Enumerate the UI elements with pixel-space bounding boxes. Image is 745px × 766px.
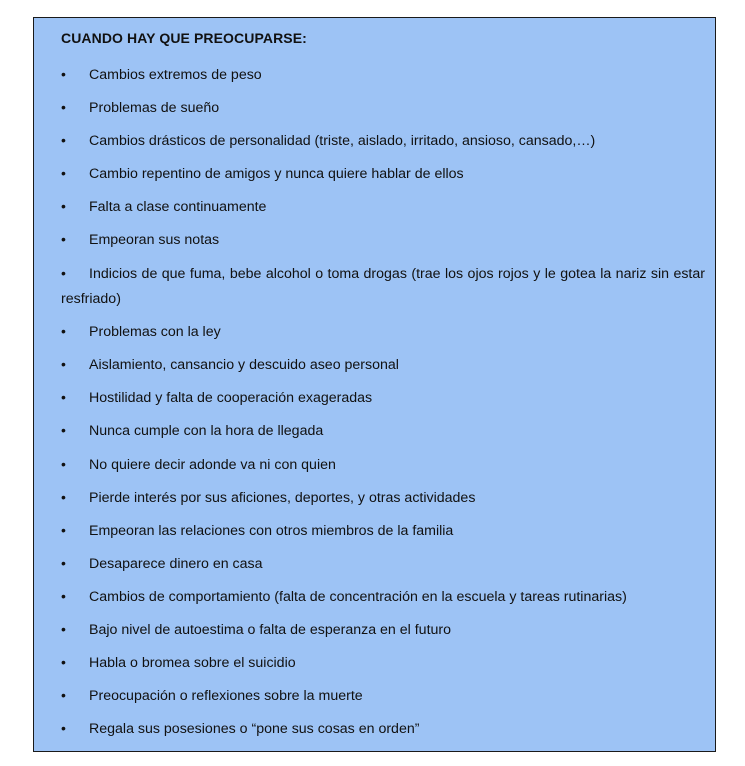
list-item-text: Problemas de sueño	[89, 100, 220, 117]
bullet-icon: •	[61, 654, 66, 671]
bullet-icon: •	[61, 455, 66, 472]
list-item	[61, 518, 705, 545]
list-item-text: Falta a clase continuamente	[89, 199, 267, 216]
list-item-text: Bajo nivel de autoestima o falta de esperanza en el futuro	[89, 622, 452, 638]
list-item-text: Hostilidad y falta de cooperación exageradas	[89, 390, 373, 407]
bullet-icon: •	[61, 99, 66, 116]
list-item	[61, 352, 705, 379]
list-item	[61, 261, 705, 313]
bullet-icon: •	[61, 323, 66, 340]
list-item-text: Habla o bromea sobre el suicidio	[89, 655, 296, 672]
list-item	[61, 716, 705, 743]
bullet-icon: •	[61, 231, 66, 248]
bullet-icon: •	[61, 66, 66, 82]
panel-title: CUANDO HAY QUE PREOCUPARSE:	[61, 30, 307, 46]
list-item-text: Cambios extremos de peso	[89, 67, 262, 83]
bullet-icon: •	[61, 521, 66, 538]
bullet-icon: •	[61, 198, 66, 215]
list-item-text: Indicios de que fuma, bebe alcohol o toma drogas (trae los ojos rojos y le gotea la nariz sin estar resfriado)	[61, 265, 705, 308]
list-item-text: Cambio repentino de amigos y nunca quiere hablar de ellos	[89, 166, 464, 183]
bullet-icon: •	[61, 720, 66, 737]
list-item-text: Empeoran las relaciones con otros miembros de la familia	[89, 522, 454, 539]
list-item-text: Regala sus posesiones o “pone sus cosas en orden”	[89, 721, 420, 738]
bullet-icon: •	[61, 356, 66, 373]
list-item	[61, 62, 705, 89]
list-item-text: Pierde interés por sus aficiones, deportes, y otras actividades	[89, 489, 476, 506]
list-item-text: Preocupación o reflexiones sobre la muerte	[89, 688, 363, 705]
bullet-icon: •	[61, 132, 66, 149]
list-item	[61, 485, 705, 512]
bullet-icon: •	[61, 687, 66, 704]
list-item	[61, 551, 705, 578]
bullet-icon: •	[61, 587, 66, 604]
list-item	[61, 194, 705, 221]
bullet-icon: •	[61, 264, 66, 281]
list-item-text: Problemas con la ley	[89, 324, 221, 341]
bullet-icon: •	[61, 422, 66, 439]
warning-signs-panel	[33, 17, 716, 752]
bullet-icon: •	[61, 165, 66, 182]
list-item	[61, 418, 705, 445]
list-item	[61, 128, 705, 155]
bullet-icon: •	[61, 554, 66, 571]
bullet-icon: •	[61, 488, 66, 505]
list-item	[61, 584, 705, 611]
list-item-text: No quiere decir adonde va ni con quien	[89, 456, 336, 473]
bullet-icon: •	[61, 389, 66, 406]
list-item-text: Nunca cumple con la hora de llegada	[89, 423, 324, 440]
list-item-text: Aislamiento, cansancio y descuido aseo personal	[89, 357, 399, 374]
list-item	[61, 650, 705, 677]
warning-signs-list	[61, 62, 705, 743]
list-item-text: Desaparece dinero en casa	[89, 555, 263, 572]
list-item	[61, 319, 705, 346]
list-item	[61, 227, 705, 254]
list-item	[61, 452, 705, 479]
list-item	[61, 95, 705, 122]
list-item	[61, 161, 705, 188]
list-item-text: Cambios drásticos de personalidad (triste, aislado, irritado, ansioso, cansado,…)	[89, 133, 596, 150]
list-item-text: Empeoran sus notas	[89, 232, 220, 249]
list-item-text: Cambios de comportamiento (falta de concentración en la escuela y tareas rutinarias)	[89, 588, 627, 605]
list-item	[61, 385, 705, 412]
list-item	[61, 617, 705, 644]
list-item	[61, 683, 705, 710]
bullet-icon: •	[61, 621, 66, 637]
